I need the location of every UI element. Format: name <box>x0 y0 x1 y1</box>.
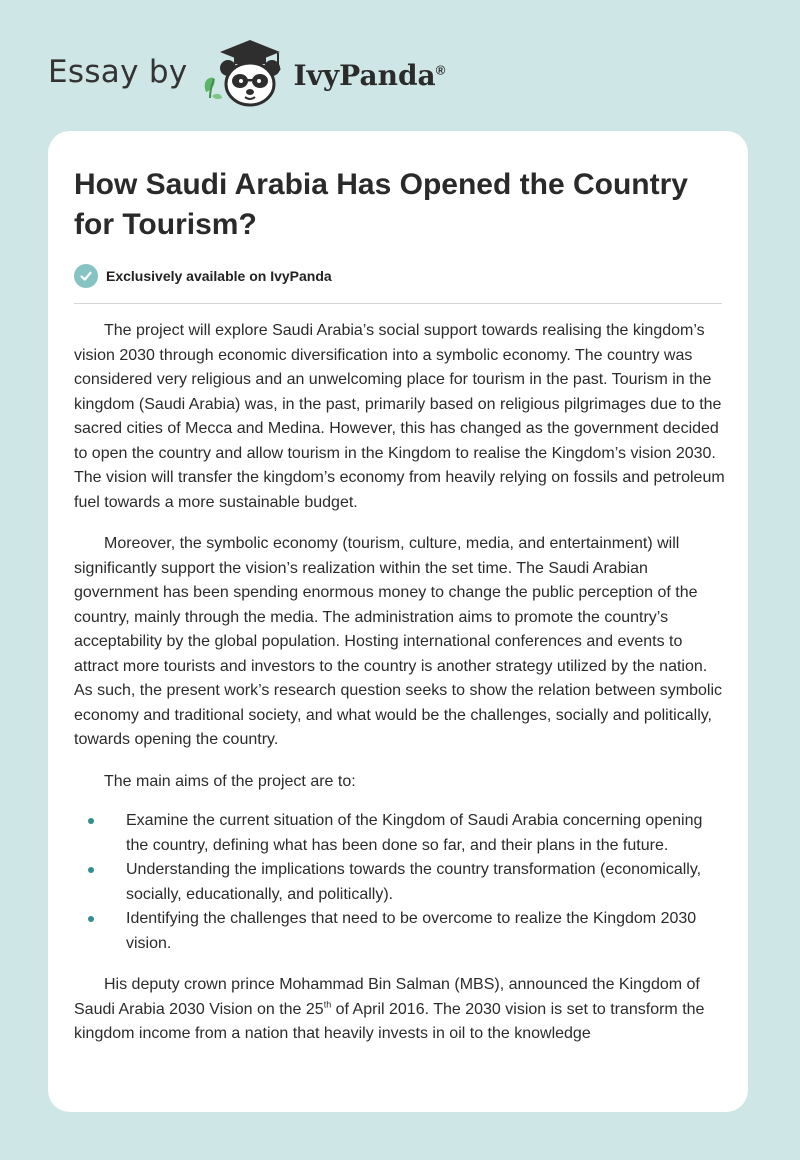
essay-by-label: Essay by <box>48 54 188 90</box>
list-item-text: Examine the current situation of the Kingdom of Saudi Arabia concerning opening the country, defining what has been done so far, and their plans in the future. <box>126 812 703 854</box>
bullet-icon <box>88 818 94 824</box>
ivypanda-logo-icon[interactable] <box>200 36 290 108</box>
bullet-icon <box>88 867 94 873</box>
paragraph: Moreover, the symbolic economy (tourism, culture, media, and entertainment) will significantly support the vision’s realization within the set time. The Saudi Arabian government has been spending enormous money to change the public perception of the country, mainly through the media. The administration aims to promote the country’s acceptability by the global population. Hosting international conferences and events to attract more tourists and investors to the country is another strategy utilized by the nation. As such, the present work’s research question seeks to show the relation between symbolic economy and traditional society, and what would be the challenges, socially and politically, towards opening the country. <box>74 535 723 748</box>
list-item-text: Understanding the implications towards the country transformation (economically, socially, educationally, and politically). <box>126 861 702 903</box>
list-item <box>74 858 726 907</box>
registered-mark: ® <box>435 62 446 78</box>
paragraph-text: of April 2016. The 2030 vision is set to transform the kingdom income from a nation that heavily invests in oil to the knowledge <box>74 1000 705 1042</box>
essay-title: How Saudi Arabia Has Opened the Country for Tourism? <box>74 168 688 241</box>
aims-list <box>74 809 726 956</box>
paragraph: The project will explore Saudi Arabia’s social support towards realising the kingdom’s vision 2030 through economic diversification into a symbolic economy. The country was considered very religious and an unwelcoming place for tourism in the past. Tourism in the kingdom (Saudi Arabia) was, in the past, primarily based on religious pilgrimages due to the sacred cities of Mecca and Medina. However, this has changed as the government decided to open the country and allow tourism in the Kingdom to realise the Kingdom’s vision 2030. The vision will transfer the kingdom’s economy from heavily relying on fossils and petroleum fuel towards a more sustainable budget. <box>74 322 725 511</box>
divider <box>74 303 722 304</box>
ordinal-suffix: th <box>323 999 332 1010</box>
check-icon <box>74 264 98 288</box>
paragraph <box>74 973 726 1047</box>
brand-text: IvyPanda <box>293 58 436 92</box>
exclusive-badge-text: Exclusively available on IvyPanda <box>106 268 332 284</box>
list-item <box>74 809 726 858</box>
essay-card <box>48 131 748 1112</box>
site-header <box>48 36 508 108</box>
paragraph-text: His deputy crown prince Mohammad Bin Salman (MBS), announced the Kingdom of Saudi Arabia 2030 Vision on the 25 <box>74 976 700 1018</box>
exclusive-badge <box>74 264 332 288</box>
list-item-text: Identifying the challenges that need to be overcome to realize the Kingdom 2030 vision. <box>126 910 697 952</box>
bullet-icon <box>88 916 94 922</box>
paragraph: The main aims of the project are to: <box>104 772 356 790</box>
essay-body <box>74 319 726 1064</box>
list-item <box>74 907 726 956</box>
brand-name[interactable] <box>294 59 446 92</box>
